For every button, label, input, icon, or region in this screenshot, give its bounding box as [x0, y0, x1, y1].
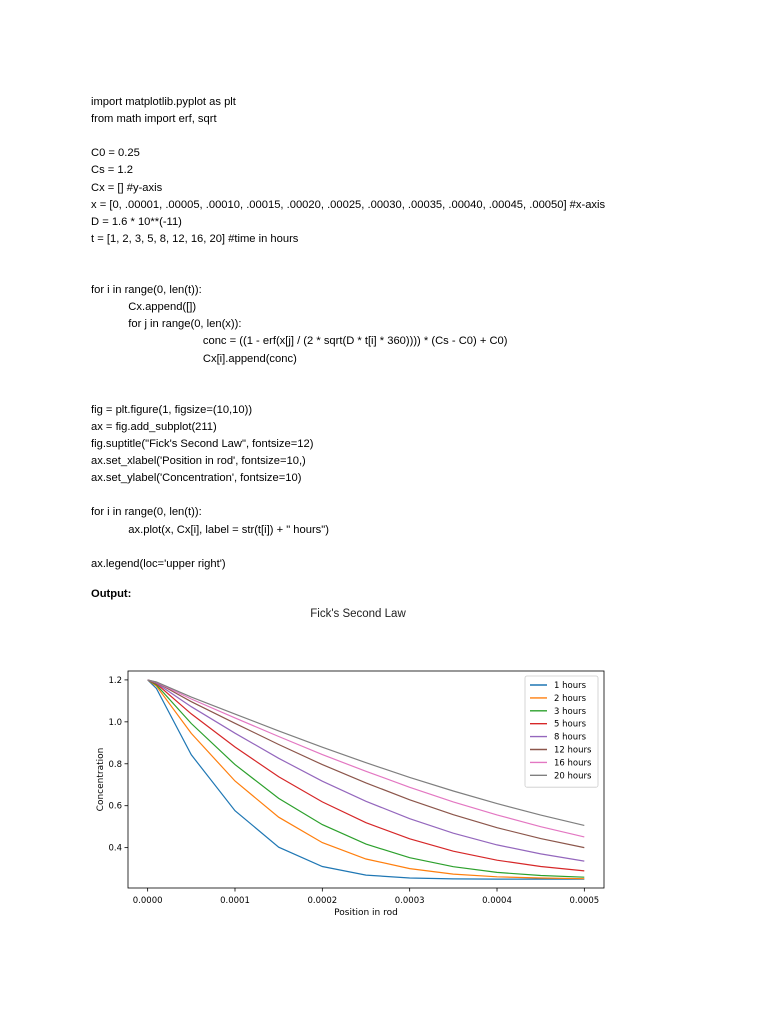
- legend: [525, 676, 598, 787]
- y-tick-label: 0.4: [108, 843, 122, 854]
- legend-label: 2 hours: [554, 693, 587, 704]
- y-axis-label: Concentration: [96, 747, 106, 812]
- legend-label: 12 hours: [554, 745, 592, 756]
- series-line-5: [148, 680, 585, 861]
- x-axis-label: Position in rod: [334, 908, 398, 918]
- y-tick-label: 1.2: [108, 675, 122, 686]
- x-tick-label: 0.0005: [569, 896, 600, 906]
- code-line: t = [1, 2, 3, 5, 8, 12, 16, 20] #time in hours: [91, 232, 299, 245]
- legend-label: 16 hours: [554, 758, 592, 769]
- code-line: ax.set_xlabel('Position in rod', fontsize=10,): [91, 455, 306, 468]
- legend-label: 3 hours: [554, 706, 587, 717]
- code-line: conc = ((1 - erf(x[j] / (2 * sqrt(D * t[i] * 360)))) * (Cs - C0) + C0): [91, 335, 508, 348]
- code-line: D = 1.6 * 10**(-11): [91, 215, 182, 228]
- code-line: for i in range(0, len(t)):: [91, 284, 202, 297]
- code-line: Cx = [] #y-axis: [91, 181, 163, 194]
- code-line: Cs = 1.2: [91, 164, 133, 177]
- legend-label: 1 hours: [554, 681, 587, 691]
- code-line: fig = plt.figure(1, figsize=(10,10)): [91, 403, 253, 416]
- code-line: C0 = 0.25: [91, 147, 140, 160]
- legend-label: 8 hours: [554, 732, 587, 743]
- series-line-8: [148, 680, 585, 826]
- legend-label: 5 hours: [554, 719, 587, 730]
- series-line-7: [148, 680, 585, 837]
- x-tick-label: 0.0002: [307, 896, 338, 906]
- code-line: Cx[i].append(conc): [91, 352, 297, 365]
- y-tick-label: 0.8: [108, 759, 122, 770]
- legend-label: 20 hours: [554, 771, 592, 782]
- code-line: ax.legend(loc='upper right'): [91, 557, 226, 570]
- x-tick-label: 0.0004: [482, 896, 512, 906]
- output-label: Output:: [91, 588, 132, 600]
- chart-title: Fick's Second Law: [310, 608, 406, 620]
- x-tick-label: 0.0001: [220, 896, 250, 906]
- code-line: for i in range(0, len(t)):: [91, 506, 202, 519]
- code-line: for j in range(0, len(x)):: [91, 318, 242, 331]
- x-tick-label: 0.0000: [132, 896, 163, 906]
- code-line: Cx.append([]): [91, 301, 197, 314]
- x-tick-label: 0.0003: [394, 896, 425, 906]
- code-line: ax = fig.add_subplot(211): [91, 420, 217, 433]
- series-line-3: [148, 680, 585, 877]
- y-tick-label: 1.0: [108, 717, 122, 728]
- code-line: ax.plot(x, Cx[i], label = str(t[i]) + " hours"): [91, 523, 329, 536]
- y-tick-label: 0.6: [108, 801, 122, 812]
- code-line: import matplotlib.pyplot as plt: [91, 96, 236, 108]
- code-line: fig.suptitle("Fick's Second Law", fontsize=12): [91, 438, 314, 450]
- code-line: ax.set_ylabel('Concentration', fontsize=10): [91, 472, 302, 485]
- code-line: from math import erf, sqrt: [91, 113, 217, 126]
- code-line: x = [0, .00001, .00005, .00010, .00015, .00020, .00025, .00030, .00035, .00040, .00045, .00050] #x-axis: [91, 198, 606, 211]
